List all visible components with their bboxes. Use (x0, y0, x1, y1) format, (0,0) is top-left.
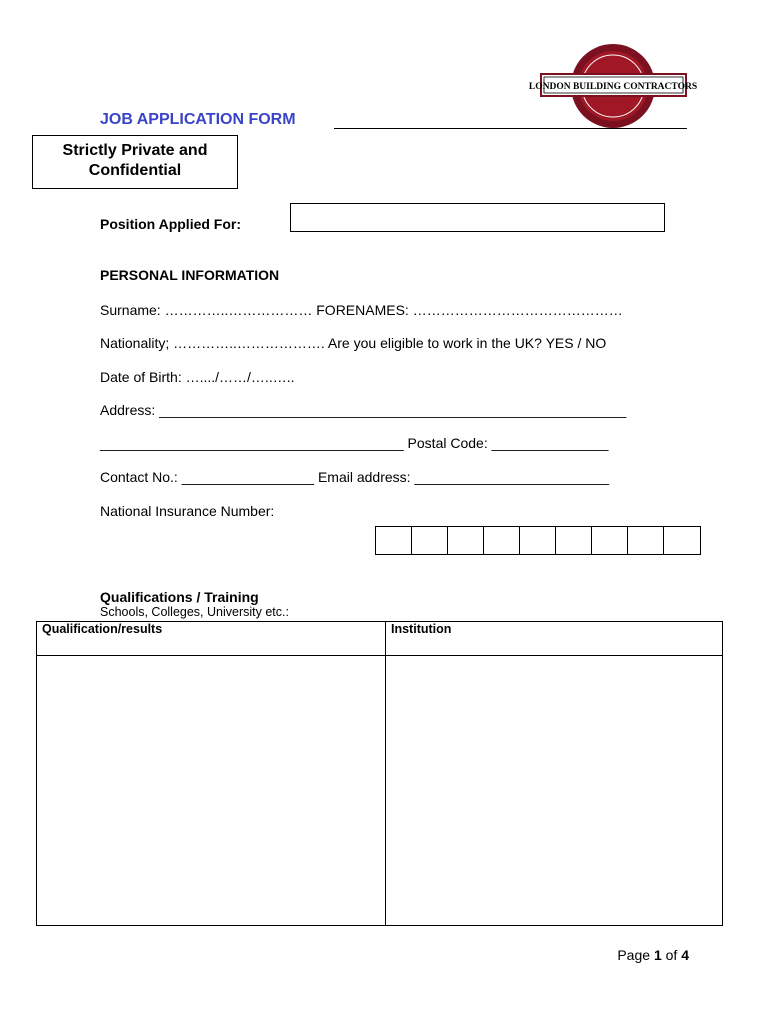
confidential-line-1: Strictly Private and (62, 142, 208, 159)
column-header-institution: Institution (386, 622, 723, 656)
page-of: of (661, 947, 682, 963)
nin-input-grid (375, 526, 701, 555)
page-total: 4 (681, 947, 689, 963)
nin-cell[interactable] (556, 527, 592, 554)
table-row (37, 656, 723, 926)
nin-cell[interactable] (628, 527, 664, 554)
address-postal-code-field[interactable]: _______________________________________ Postal Code: _______________ (100, 435, 609, 451)
position-label: Position Applied For: (100, 216, 242, 232)
nationality-eligibility-field[interactable]: Nationality; …………..………………. Are you eligible to work in the UK? YES / NO (100, 335, 607, 351)
institution-cell[interactable] (386, 656, 723, 926)
qualifications-table (36, 621, 723, 926)
nin-cell[interactable] (484, 527, 520, 554)
form-title: JOB APPLICATION FORM (100, 111, 296, 128)
qualifications-heading: Qualifications / Training (100, 589, 259, 605)
nin-cell[interactable] (448, 527, 484, 554)
address-field[interactable]: Address: ____________________________________________________________ (100, 402, 627, 418)
date-of-birth-field[interactable]: Date of Birth: …..../……/…..….. (100, 369, 295, 385)
nin-cell[interactable] (592, 527, 628, 554)
nin-cell[interactable] (520, 527, 556, 554)
position-input[interactable] (290, 203, 665, 232)
company-logo (528, 43, 698, 131)
nin-cell[interactable] (376, 527, 412, 554)
qualifications-subheading: Schools, Colleges, University etc.: (100, 605, 289, 619)
personal-info-heading: PERSONAL INFORMATION (100, 267, 280, 283)
column-header-qualification: Qualification/results (37, 622, 386, 656)
page-prefix: Page (617, 947, 654, 963)
confidential-box (32, 135, 238, 189)
logo-text: LONDON BUILDING CONTRACTORS (528, 82, 698, 92)
nin-cell[interactable] (412, 527, 448, 554)
page-current: 1 (653, 947, 662, 963)
qualification-cell[interactable] (37, 656, 386, 926)
surname-forenames-field[interactable]: Surname: …………..……………… FORENAMES: ……………………………………… (100, 302, 623, 318)
nin-label: National Insurance Number: (100, 503, 275, 519)
confidential-line-2: Confidential (88, 162, 182, 179)
title-underline (334, 128, 687, 129)
nin-cell[interactable] (664, 527, 700, 554)
page-indicator (617, 947, 689, 963)
contact-email-field[interactable]: Contact No.: _________________ Email address: _________________________ (100, 469, 610, 485)
